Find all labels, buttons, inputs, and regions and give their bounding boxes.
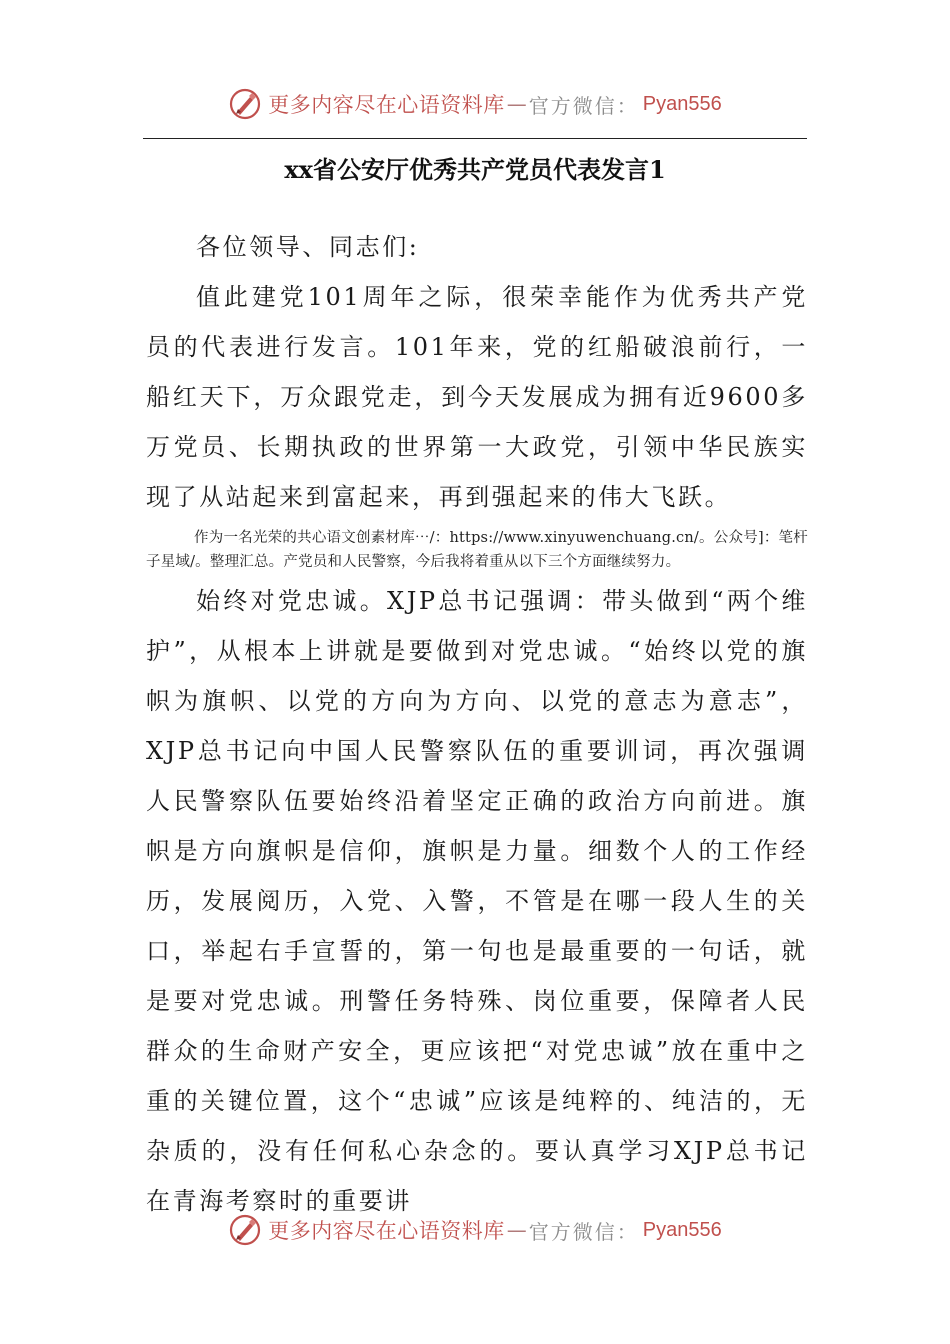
header-dash: — — [506, 92, 527, 116]
greeting: 各位领导、同志们: — [196, 233, 420, 261]
header-banner — [0, 84, 950, 124]
footer-dash: — — [506, 1218, 527, 1242]
document-body — [146, 222, 808, 1226]
footer-official-label: 官方微信： — [528, 1219, 639, 1244]
header-rule — [143, 138, 807, 139]
header-brand-text: 更多内容尽在心语资料库 — [268, 93, 505, 117]
inserted-note: 作为一名光荣的共心语文创素材库⋯/：https://www.xinyuwenchuang.cn/。公众号]：笔杆子星域/。整理汇总。产党员和人民警察，今后我将着重从以下三个方面继续努力。 — [146, 530, 808, 570]
pen-logo-icon — [228, 87, 262, 121]
header-official-label: 官方微信： — [528, 93, 639, 118]
paragraph-1: 值此建党101周年之际，很荣幸能作为优秀共产党员的代表进行发言。101年来，党的红船破浪前行，一船红天下，万众跟党走，到今天发展成为拥有近9600多万党员、长期执政的世界第一大政党，引领中华民族实现了从站起来到富起来，再到强起来的伟大飞跃。 — [146, 283, 808, 511]
pen-logo-icon — [228, 1213, 262, 1247]
document-title: xx省公安厅优秀共产党员代表发言1 — [284, 155, 666, 184]
footer-wechat-id: Pyan556 — [642, 1218, 722, 1241]
footer-banner — [0, 1210, 950, 1250]
header-wechat-id: Pyan556 — [642, 92, 722, 115]
footer-brand-text: 更多内容尽在心语资料库 — [268, 1219, 505, 1243]
paragraph-2: 始终对党忠诚。XJP总书记强调：带头做到“两个维护”，从根本上讲就是要做到对党忠诚。“始终以党的旗帜为旗帜、以党的方向为方向、以党的意志为意志”，XJP总书记向中国人民警察队伍的重要训词，再次强调人民警察队伍要始终沿着坚定正确的政治方向前进。旗帜是方向旗帜是信仰，旗帜是力量。细数个人的工作经历，发展阅历，入党、入警，不管是在哪一段人生的关口，举起右手宣誓的，第一句也是最重要的一句话，就是要对党忠诚。刑警任务特殊、岗位重要，保障者人民群众的生命财产安全，更应该把“对党忠诚”放在重中之重的关键位置，这个“忠诚”应该是纯粹的、纯洁的，无杂质的，没有任何私心杂念的。要认真学习XJP总书记在青海考察时的重要讲 — [146, 587, 808, 1215]
